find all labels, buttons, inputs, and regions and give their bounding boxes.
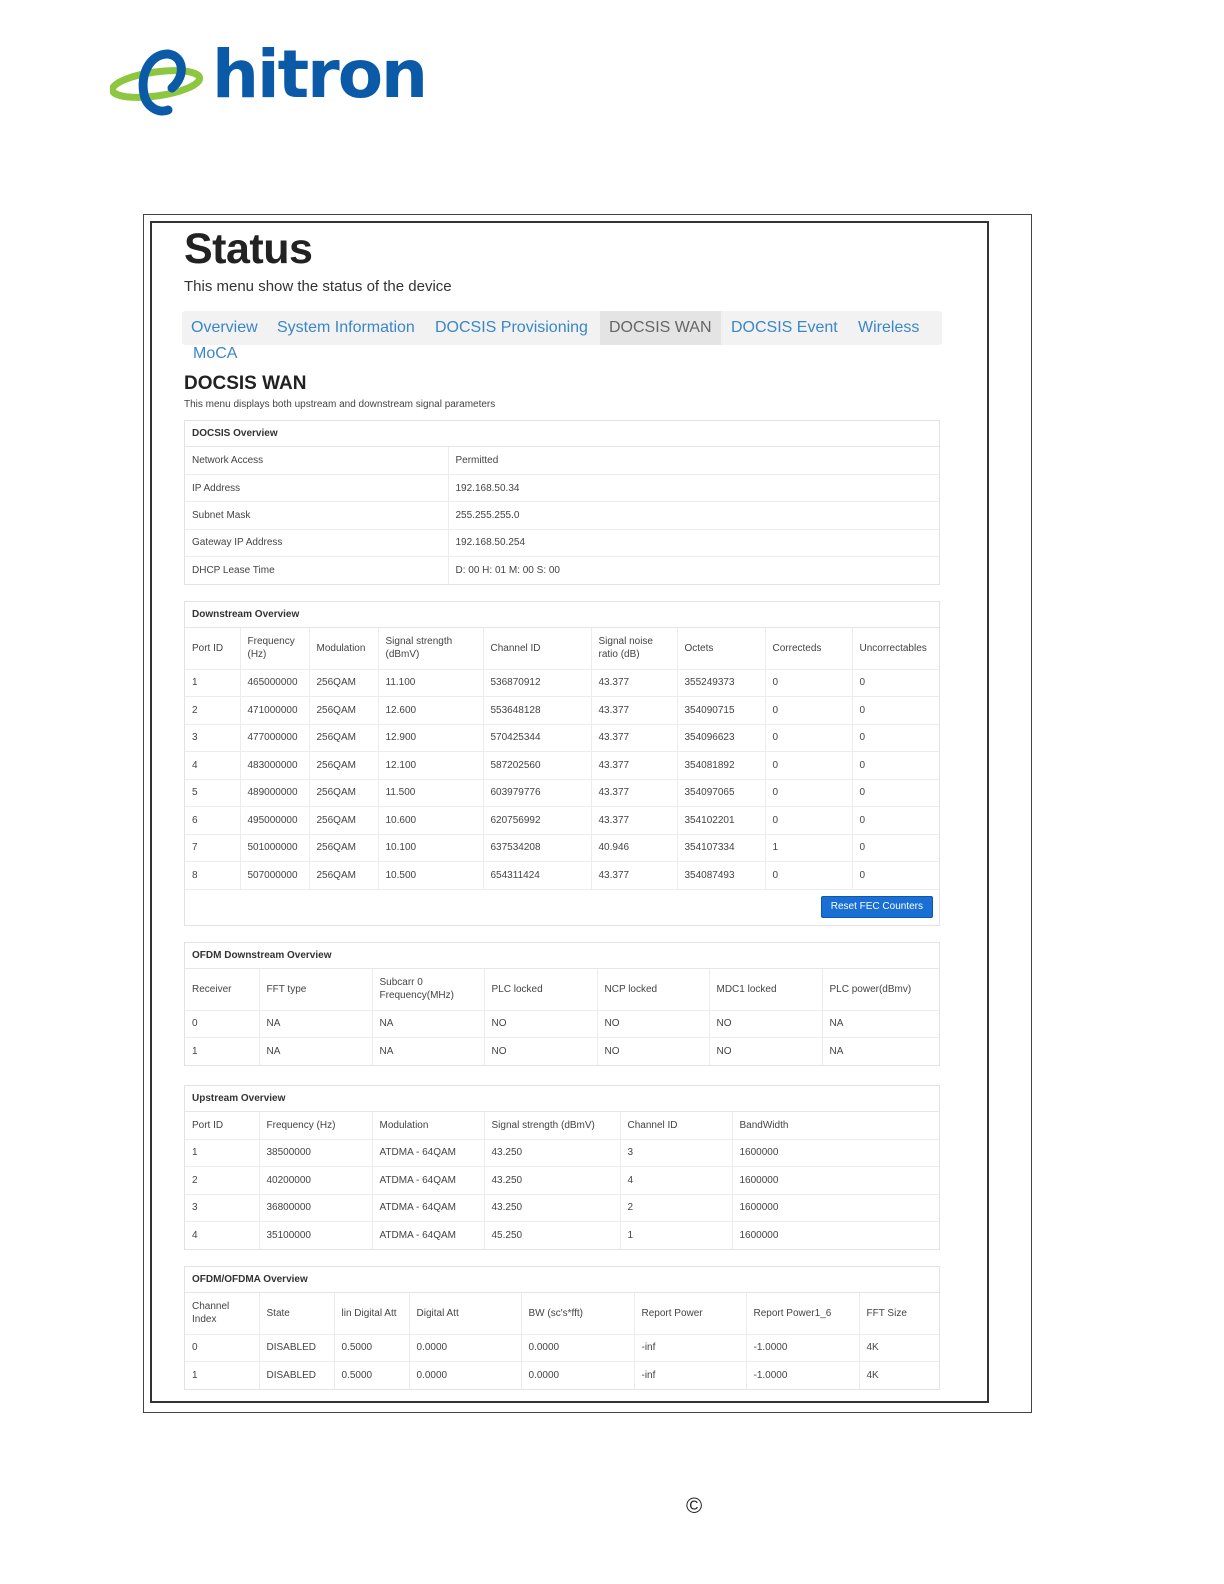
- table-row: [185, 1222, 939, 1250]
- table-cell: 1: [185, 669, 240, 697]
- table-cell: 1: [185, 1362, 259, 1390]
- docsis-overview-panel: [184, 420, 940, 585]
- table-cell: NO: [597, 1010, 709, 1038]
- table-cell: 40.946: [591, 834, 677, 862]
- table-row: [185, 557, 939, 584]
- table-cell: 256QAM: [309, 807, 378, 835]
- column-header: MDC1 locked: [709, 969, 822, 1010]
- table-cell: 471000000: [240, 697, 309, 725]
- row-label: Gateway IP Address: [185, 529, 448, 556]
- downstream-table: [185, 628, 939, 889]
- table-row: [185, 779, 939, 807]
- table-cell: 637534208: [483, 834, 591, 862]
- ofdm-downstream-overview-panel: [184, 942, 940, 1066]
- table-cell: 1: [185, 1139, 259, 1167]
- column-header: Port ID: [185, 628, 240, 669]
- table-cell: ATDMA - 64QAM: [372, 1167, 484, 1195]
- panel-heading: OFDM/OFDMA Overview: [185, 1267, 939, 1293]
- table-cell: 0: [185, 1334, 259, 1362]
- table-cell: 0.0000: [409, 1362, 521, 1390]
- table-cell: 0: [765, 862, 852, 890]
- table-row: [185, 1194, 939, 1222]
- table-cell: 256QAM: [309, 779, 378, 807]
- table-cell: 2: [620, 1194, 732, 1222]
- table-cell: 36800000: [259, 1194, 372, 1222]
- table-cell: 8: [185, 862, 240, 890]
- column-header: NCP locked: [597, 969, 709, 1010]
- table-row: [185, 1038, 939, 1066]
- section-title: DOCSIS WAN: [184, 373, 307, 394]
- row-value: D: 00 H: 01 M: 00 S: 00: [448, 557, 939, 584]
- table-cell: 1600000: [732, 1139, 939, 1167]
- table-cell: 0: [765, 724, 852, 752]
- tab-wireless[interactable]: Wireless: [858, 319, 920, 336]
- table-cell: 3: [185, 724, 240, 752]
- table-cell: 12.900: [378, 724, 483, 752]
- column-header: Signal strength (dBmV): [484, 1112, 620, 1139]
- table-cell: 0.0000: [521, 1362, 634, 1390]
- table-cell: 43.377: [591, 752, 677, 780]
- table-cell: 0: [852, 862, 939, 890]
- table-cell: 256QAM: [309, 834, 378, 862]
- table-cell: -inf: [634, 1334, 746, 1362]
- column-header: Modulation: [309, 628, 378, 669]
- column-header: FFT type: [259, 969, 372, 1010]
- table-cell: 0: [852, 669, 939, 697]
- table-cell: 43.377: [591, 697, 677, 725]
- hitron-swoosh-icon: [110, 44, 220, 120]
- table-cell: 10.500: [378, 862, 483, 890]
- table-cell: DISABLED: [259, 1362, 334, 1390]
- table-cell: 354102201: [677, 807, 765, 835]
- tab-moca[interactable]: MoCA: [193, 345, 238, 362]
- table-cell: ATDMA - 64QAM: [372, 1194, 484, 1222]
- table-cell: NA: [259, 1010, 372, 1038]
- table-cell: -inf: [634, 1362, 746, 1390]
- table-cell: 1600000: [732, 1167, 939, 1195]
- table-cell: 0.5000: [334, 1334, 409, 1362]
- table-cell: 553648128: [483, 697, 591, 725]
- table-cell: 0: [765, 697, 852, 725]
- table-header-row: [185, 969, 939, 1010]
- table-cell: 4: [185, 752, 240, 780]
- table-row: [185, 862, 939, 890]
- button-row: [185, 889, 939, 925]
- table-row: [185, 502, 939, 529]
- table-row: [185, 1362, 939, 1390]
- table-cell: NA: [372, 1010, 484, 1038]
- table-header-row: [185, 1112, 939, 1139]
- table-cell: ATDMA - 64QAM: [372, 1222, 484, 1250]
- table-cell: 12.600: [378, 697, 483, 725]
- table-cell: 43.377: [591, 807, 677, 835]
- table-row: [185, 834, 939, 862]
- table-row: [185, 752, 939, 780]
- column-header: Report Power1_6: [746, 1293, 859, 1334]
- table-cell: 1: [185, 1038, 259, 1066]
- table-cell: 11.500: [378, 779, 483, 807]
- table-cell: 0: [765, 779, 852, 807]
- column-header: PLC locked: [484, 969, 597, 1010]
- table-cell: NA: [822, 1010, 939, 1038]
- table-cell: 5: [185, 779, 240, 807]
- table-cell: 45.250: [484, 1222, 620, 1250]
- table-cell: 0: [765, 669, 852, 697]
- row-value: 192.168.50.254: [448, 529, 939, 556]
- table-cell: NO: [484, 1038, 597, 1066]
- table-cell: 256QAM: [309, 724, 378, 752]
- table-row: [185, 1167, 939, 1195]
- table-cell: 1600000: [732, 1194, 939, 1222]
- table-cell: 354097065: [677, 779, 765, 807]
- table-cell: 43.377: [591, 724, 677, 752]
- table-cell: 4K: [859, 1334, 939, 1362]
- table-cell: 256QAM: [309, 862, 378, 890]
- ofdma-overview-panel: [184, 1266, 940, 1390]
- table-header-row: [185, 628, 939, 669]
- column-header: Correcteds: [765, 628, 852, 669]
- column-header: Digital Att: [409, 1293, 521, 1334]
- table-row: [185, 1010, 939, 1038]
- downstream-overview-panel: [184, 601, 940, 926]
- table-cell: 43.377: [591, 779, 677, 807]
- table-cell: 0: [852, 752, 939, 780]
- column-header: Modulation: [372, 1112, 484, 1139]
- panel-heading: Upstream Overview: [185, 1086, 939, 1112]
- row-value: 192.168.50.34: [448, 474, 939, 501]
- table-cell: ATDMA - 64QAM: [372, 1139, 484, 1167]
- row-label: IP Address: [185, 474, 448, 501]
- table-cell: 43.377: [591, 669, 677, 697]
- table-cell: 483000000: [240, 752, 309, 780]
- table-cell: 355249373: [677, 669, 765, 697]
- table-cell: 0: [852, 724, 939, 752]
- table-row: [185, 724, 939, 752]
- table-cell: 354081892: [677, 752, 765, 780]
- table-cell: -1.0000: [746, 1334, 859, 1362]
- panel-heading: DOCSIS Overview: [185, 421, 939, 447]
- table-cell: 11.100: [378, 669, 483, 697]
- upstream-table: [185, 1112, 939, 1249]
- panel-heading: OFDM Downstream Overview: [185, 943, 939, 969]
- status-tab-bar: [182, 311, 942, 345]
- table-row: [185, 1139, 939, 1167]
- table-cell: 35100000: [259, 1222, 372, 1250]
- column-header: lin Digital Att: [334, 1293, 409, 1334]
- table-cell: 1: [765, 834, 852, 862]
- column-header: BandWidth: [739, 1119, 789, 1131]
- row-label: DHCP Lease Time: [185, 557, 448, 584]
- panel-heading: Downstream Overview: [185, 602, 939, 628]
- reset-fec-counters-button[interactable]: Reset FEC Counters: [821, 896, 933, 918]
- table-row: [185, 529, 939, 556]
- row-label: Network Access: [185, 447, 448, 474]
- table-cell: NO: [484, 1010, 597, 1038]
- table-cell: 40200000: [259, 1167, 372, 1195]
- column-header: Port ID: [185, 1112, 259, 1139]
- table-row: [185, 697, 939, 725]
- table-cell: NO: [709, 1038, 822, 1066]
- table-cell: 0.5000: [334, 1362, 409, 1390]
- table-cell: 4: [620, 1167, 732, 1195]
- column-header: Channel Index: [185, 1293, 259, 1334]
- table-cell: 603979776: [483, 779, 591, 807]
- table-cell: 0: [852, 807, 939, 835]
- table-cell: 0: [852, 834, 939, 862]
- table-cell: 507000000: [240, 862, 309, 890]
- logo-wordmark: hitron: [212, 36, 427, 113]
- table-cell: 10.100: [378, 834, 483, 862]
- table-cell: 2: [185, 1167, 259, 1195]
- column-header: Channel ID: [483, 628, 591, 669]
- table-cell: 3: [185, 1194, 259, 1222]
- table-cell: 10.600: [378, 807, 483, 835]
- table-cell: NA: [372, 1038, 484, 1066]
- table-cell: 654311424: [483, 862, 591, 890]
- table-cell: 536870912: [483, 669, 591, 697]
- table-cell: NA: [822, 1038, 939, 1066]
- page-title: Status: [184, 225, 313, 273]
- table-cell: 0: [852, 697, 939, 725]
- table-row: [185, 447, 939, 474]
- table-cell: 1600000: [732, 1222, 939, 1250]
- table-header-row: [185, 1293, 939, 1334]
- table-cell: 587202560: [483, 752, 591, 780]
- table-cell: 354107334: [677, 834, 765, 862]
- column-header: Signal strength (dBmV): [378, 628, 483, 669]
- row-label: Subnet Mask: [185, 502, 448, 529]
- column-header: Uncorrectables: [859, 642, 927, 654]
- table-cell: 0: [852, 779, 939, 807]
- docsis-overview-table: [185, 447, 939, 584]
- table-cell: 256QAM: [309, 669, 378, 697]
- table-cell: 12.100: [378, 752, 483, 780]
- tab-docsis-event[interactable]: DOCSIS Event: [731, 319, 838, 336]
- table-cell: 43.250: [484, 1167, 620, 1195]
- column-header: Report Power: [634, 1293, 746, 1334]
- table-cell: 4: [185, 1222, 259, 1250]
- table-cell: 0: [765, 807, 852, 835]
- column-header: Channel ID: [620, 1112, 732, 1139]
- table-cell: 7: [185, 834, 240, 862]
- column-header: Frequency (Hz): [259, 1112, 372, 1139]
- column-header: Receiver: [185, 969, 259, 1010]
- table-row: [185, 807, 939, 835]
- table-cell: 2: [185, 697, 240, 725]
- page-subtitle: This menu show the status of the device: [184, 278, 452, 295]
- ofdm-downstream-table: [185, 969, 939, 1065]
- table-row: [185, 1334, 939, 1362]
- table-cell: 570425344: [483, 724, 591, 752]
- table-cell: 489000000: [240, 779, 309, 807]
- column-header: Subcarr 0 Frequency(MHz): [372, 969, 484, 1010]
- table-cell: 256QAM: [309, 697, 378, 725]
- column-header: State: [259, 1293, 334, 1334]
- column-header: PLC power(dBmv): [829, 983, 912, 995]
- row-value: Permitted: [455, 454, 499, 466]
- hitron-logo: [110, 36, 430, 120]
- table-cell: 6: [185, 807, 240, 835]
- table-cell: 256QAM: [309, 752, 378, 780]
- column-header: FFT Size: [866, 1307, 907, 1319]
- table-cell: 1: [620, 1222, 732, 1250]
- table-cell: DISABLED: [259, 1334, 334, 1362]
- row-value: 255.255.255.0: [448, 502, 939, 529]
- table-cell: NA: [259, 1038, 372, 1066]
- table-cell: 354087493: [677, 862, 765, 890]
- table-row: [185, 474, 939, 501]
- column-header: Octets: [677, 628, 765, 669]
- tab-docsis-provisioning[interactable]: DOCSIS Provisioning: [435, 319, 588, 336]
- table-cell: 3: [620, 1139, 732, 1167]
- tab-docsis-wan[interactable]: DOCSIS WAN: [600, 311, 721, 345]
- ofdma-table: [185, 1293, 939, 1389]
- table-cell: -1.0000: [746, 1362, 859, 1390]
- table-cell: 495000000: [240, 807, 309, 835]
- table-cell: 477000000: [240, 724, 309, 752]
- table-cell: 354090715: [677, 697, 765, 725]
- table-cell: NO: [709, 1010, 822, 1038]
- table-cell: 38500000: [259, 1139, 372, 1167]
- table-cell: 354096623: [677, 724, 765, 752]
- table-cell: 43.377: [591, 862, 677, 890]
- table-cell: 0.0000: [409, 1334, 521, 1362]
- table-cell: NO: [597, 1038, 709, 1066]
- table-cell: 465000000: [240, 669, 309, 697]
- section-subtitle: This menu displays both upstream and downstream signal parameters: [184, 399, 496, 410]
- table-cell: 4K: [859, 1362, 939, 1390]
- table-cell: 0.0000: [521, 1334, 634, 1362]
- column-header: BW (sc's*fft): [521, 1293, 634, 1334]
- tab-system-information[interactable]: System Information: [277, 319, 415, 336]
- table-row: [185, 669, 939, 697]
- table-cell: 620756992: [483, 807, 591, 835]
- column-header: Signal noise ratio (dB): [591, 628, 677, 669]
- table-cell: 43.250: [484, 1139, 620, 1167]
- table-cell: 0: [765, 752, 852, 780]
- table-cell: 43.250: [484, 1194, 620, 1222]
- table-cell: 501000000: [240, 834, 309, 862]
- table-cell: 0: [185, 1010, 259, 1038]
- copyright-symbol: ©: [686, 1493, 703, 1518]
- tab-overview[interactable]: Overview: [191, 319, 258, 336]
- upstream-overview-panel: [184, 1085, 940, 1250]
- device-ui-screenshot: [150, 221, 989, 1403]
- column-header: Frequency (Hz): [240, 628, 309, 669]
